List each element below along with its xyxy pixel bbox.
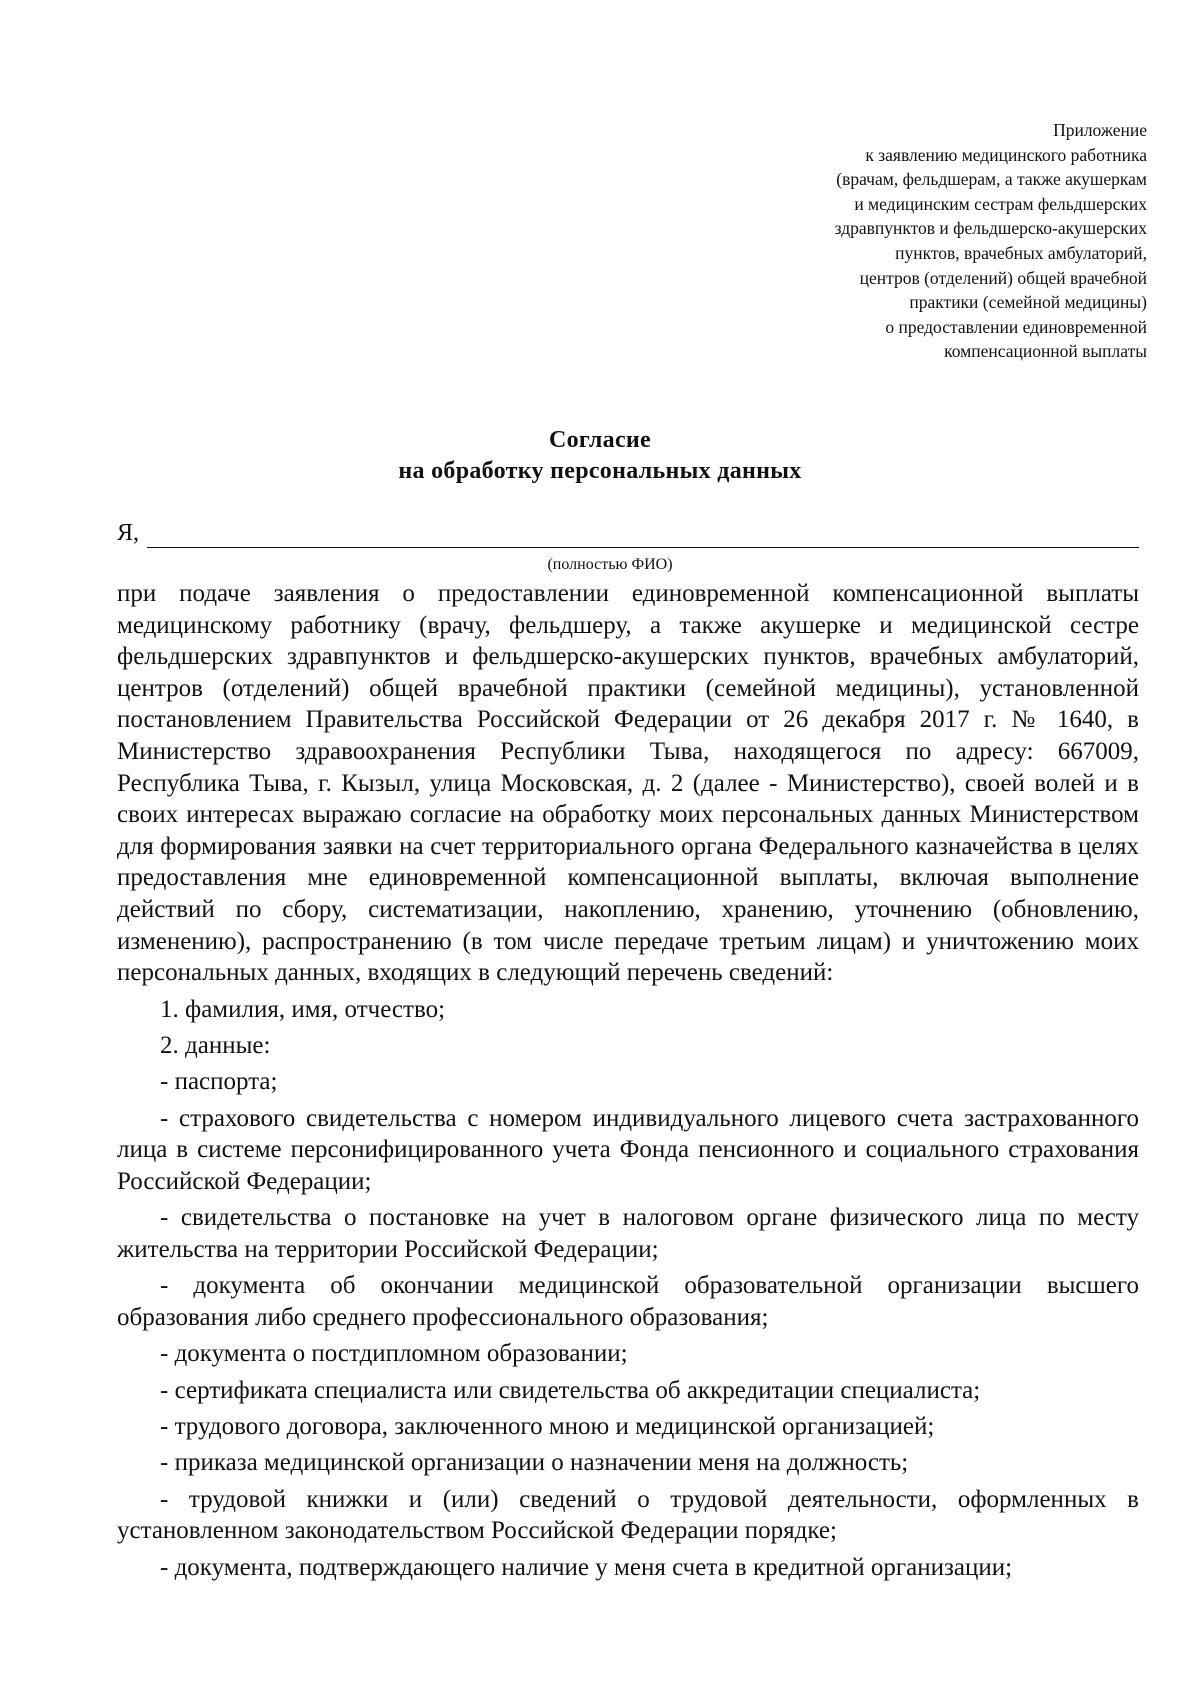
appendix-line: здравпунктов и фельдшерско-акушерских [834,218,1147,239]
appendix-line: и медицинским сестрам фельдшерских [854,193,1147,214]
appendix-line: к заявлению медицинского работника [865,144,1147,165]
list-item: - сертификата специалиста или свидетельства об аккредитации специалиста; [160,1376,981,1404]
appendix-header [627,118,1147,364]
list-item: 1. фамилия, имя, отчество; [160,995,446,1023]
appendix-line: компенсационной выплаты [944,341,1147,362]
appendix-line: пунктов, врачебных амбулаторий, [895,242,1147,263]
fio-blank-line [147,547,1139,548]
list-item: - документа об окончании медицинской образовательной организации высшего образования либо среднего профессионального образования; [117,1272,1139,1331]
title-line-1: Согласие [548,427,651,453]
list-item: - свидетельства о постановке на учет в налоговом органе физического лица по месту жительства на территории Российской Федерации; [117,1204,1139,1263]
document-title [0,425,1200,487]
appendix-line: о предоставлении единовременной [885,316,1147,337]
appendix-line: практики (семейной медицины) [909,292,1147,313]
list-item: - паспорта; [160,1068,278,1096]
list-item: - трудовой книжки и (или) сведений о трудовой деятельности, оформленных в установленном законодательством Российской Федерации порядке; [117,1485,1139,1545]
list-item: - документа, подтверждающего наличие у меня счета в кредитной организации; [160,1553,1013,1581]
fio-caption: (полностью ФИО) [547,556,673,573]
list-item: - приказа медицинской организации о назначении меня на должность; [160,1449,909,1477]
appendix-line: Приложение [1053,120,1147,140]
list-item: - документа о постдипломном образовании; [160,1340,628,1368]
fio-field-row [117,520,1139,550]
appendix-line: центров (отделений) общей врачебной [859,267,1147,288]
list-item: - страхового свидетельства с номером индивидуального лицевого счета застрахованного лица в системе персонифицированного учета Фонда пенсионного и социального страхования Российской Федерации; [117,1104,1139,1195]
appendix-line: (врачам, фельдшерам, а также акушеркам [836,169,1147,190]
title-line-2: на обработку персональных данных [398,458,802,484]
consent-body [117,578,1139,1583]
consent-intro: при подаче заявления о предоставлении единовременной компенсационной выплаты медицинскому работнику (врачу, фельдшеру, а также акушерке и медицинской сестре фельдшерских здравпунктов и фельдшерско-акушерских пунктов, врачебных амбулаторий, центров (отделений) общей врачебной практики (семейной медицины), установленной постановлением Правительства Российской Федерации от 26 декабря 2017 г. № 1640, в Министерство здравоохранения Республики Тыва, находящегося по адресу: 667009, Республика Тыва, г. Кызыл, улица Московская, д. 2 (далее - Министерство), своей волей и в своих интересах выражаю согласие на обработку моих персональных данных Министерством для формирования заявки на счет территориального органа Федерального казначейства в целях предоставления мне единовременной компенсационной выплаты, включая выполнение действий по сбору, систематизации, накоплению, хранению, уточнению (обновлению, изменению), распространению (в том числе передаче третьим лицам) и уничтожению моих персональных данных, входящих в следующий перечень сведений: [117,580,1139,987]
fio-prefix: Я, [117,520,140,546]
list-item: - трудового договора, заключенного мною и медицинской организацией; [160,1413,935,1441]
list-item: 2. данные: [160,1031,271,1059]
